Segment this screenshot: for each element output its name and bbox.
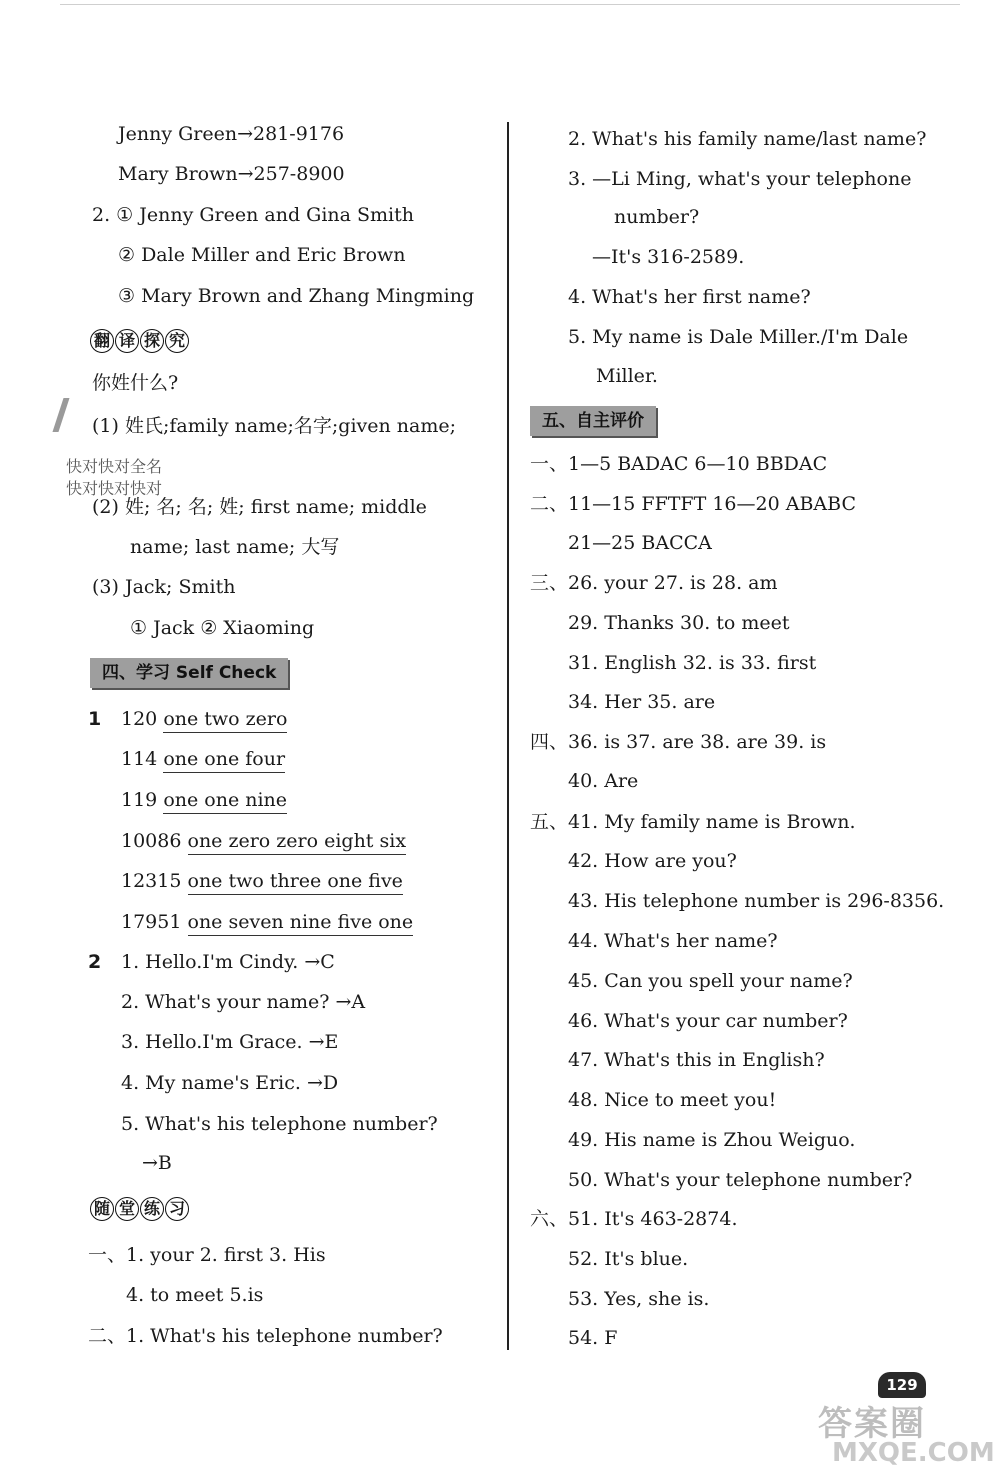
text-line: 49. His name is Zhou Weiguo. [568, 1129, 856, 1151]
text-line: 40. Are [568, 770, 639, 792]
text-line: 4. My name's Eric. →D [121, 1072, 339, 1094]
text-line: 31. English 32. is 33. first [568, 652, 817, 674]
text-line: 54. F [568, 1327, 618, 1349]
text-line: 52. It's blue. [568, 1248, 689, 1270]
text-line: 43. His telephone number is 296-8356. [568, 890, 945, 912]
text-line: 二、1. What's his telephone number? [88, 1325, 443, 1347]
text-line: 44. What's her name? [568, 930, 778, 952]
text-line: 1. Hello.I'm Cindy. →C [121, 951, 335, 973]
text-line: 2. ① Jenny Green and Gina Smith [92, 204, 414, 226]
text-line: Miller. [596, 365, 658, 387]
text-line: 45. Can you spell your name? [568, 970, 853, 992]
text-line: 114 one one four [121, 747, 285, 771]
text-line: 六、51. It's 463-2874. [530, 1208, 738, 1230]
text-line: →B [142, 1152, 172, 1174]
text-line: 47. What's this in English? [568, 1049, 825, 1071]
text-line: 二、11—15 FFTFT 16—20 ABABC [530, 493, 856, 515]
text-line: 42. How are you? [568, 850, 737, 872]
text-line: (1) 姓氏;family name;名字;given name; [92, 415, 457, 437]
watermark-logo: 答案圈 [818, 1404, 926, 1444]
text-line: 21—25 BACCA [568, 532, 712, 554]
section-header-self-evaluation: 五、自主评价 [530, 406, 656, 436]
question-number: 1 [88, 708, 102, 730]
text-line: number? [614, 206, 700, 228]
text-line: 5. My name is Dale Miller./I'm Dale [568, 326, 909, 348]
text-line: 119 one one nine [121, 788, 287, 812]
text-line: 12315 one two three one five [121, 869, 403, 893]
question-number: 2 [88, 951, 102, 973]
page-number-badge: 129 [878, 1372, 926, 1398]
text-line: 120 one two zero [121, 707, 287, 731]
text-line: —It's 316-2589. [592, 246, 745, 268]
text-line: 17951 one seven nine five one [121, 910, 413, 934]
text-line: ① Jack ② Xiaoming [130, 617, 315, 639]
text-line: 一、1. your 2. first 3. His [88, 1244, 326, 1266]
section-header-self-check: 四、学习 Self Check [90, 658, 288, 688]
text-line: 48. Nice to meet you! [568, 1089, 777, 1111]
section-title-practice: 随 堂 练 习 [90, 1197, 190, 1221]
text-line: 10086 one zero zero eight six [121, 829, 406, 853]
text-line: 4. to meet 5.is [126, 1284, 264, 1306]
text-line: 2. What's his family name/last name? [568, 128, 927, 150]
text-line: 你姓什么? [92, 372, 179, 394]
text-line: Jenny Green→281-9176 [118, 123, 345, 145]
text-line: 29. Thanks 30. to meet [568, 612, 790, 634]
text-line: ③ Mary Brown and Zhang Mingming [118, 285, 475, 307]
text-line: (3) Jack; Smith [92, 576, 236, 598]
text-line: 34. Her 35. are [568, 691, 716, 713]
text-line: (2) 姓; 名; 名; 姓; first name; middle [92, 496, 427, 518]
text-line: 4. What's her first name? [568, 286, 811, 308]
text-line: Mary Brown→257-8900 [118, 163, 345, 185]
section-title-translation: 翻 译 探 究 [90, 329, 190, 353]
watermark-url: MXQE.COM [832, 1438, 995, 1468]
text-line: ② Dale Miller and Eric Brown [118, 244, 406, 266]
text-line: 53. Yes, she is. [568, 1288, 710, 1310]
text-line: name; last name; 大写 [130, 536, 340, 558]
text-line: 一、1—5 BADAC 6—10 BBDAC [530, 453, 828, 475]
margin-mark [52, 398, 69, 432]
column-divider [507, 122, 509, 1350]
text-line: 3. —Li Ming, what's your telephone [568, 168, 912, 190]
watermark-text: 快对快对全名 快对快对快对 [66, 457, 163, 498]
text-line: 46. What's your car number? [568, 1010, 848, 1032]
text-line: 2. What's your name? →A [121, 991, 366, 1013]
text-line: 四、36. is 37. are 38. are 39. is [530, 731, 827, 753]
text-line: 3. Hello.I'm Grace. →E [121, 1031, 339, 1053]
text-line: 三、26. your 27. is 28. am [530, 572, 778, 594]
top-rule [60, 4, 960, 5]
text-line: 5. What's his telephone number? [121, 1113, 438, 1135]
text-line: 五、41. My family name is Brown. [530, 811, 856, 833]
text-line: 50. What's your telephone number? [568, 1169, 913, 1191]
